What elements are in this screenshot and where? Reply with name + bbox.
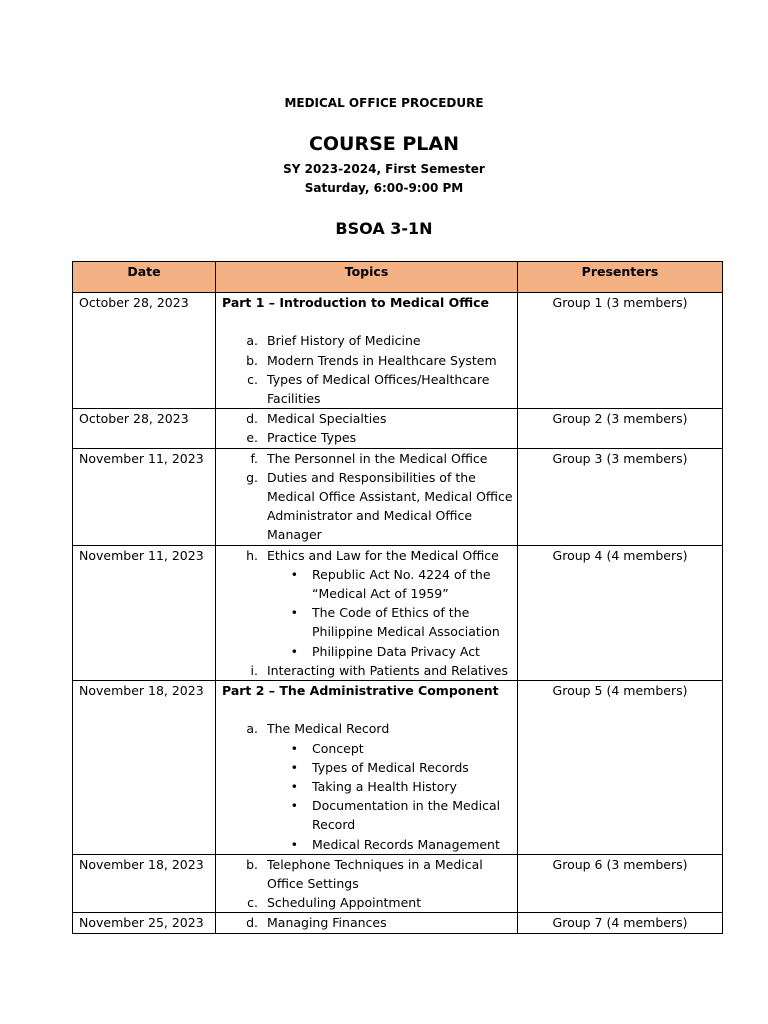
course-plan-table bbox=[72, 261, 723, 934]
topic-text: Brief History of Medicine bbox=[267, 333, 421, 349]
bullet-icon: • bbox=[290, 740, 298, 756]
topic-item bbox=[222, 468, 517, 545]
topics-cell bbox=[216, 448, 518, 545]
section-code: BSOA 3-1N bbox=[335, 219, 433, 238]
subtopic-item bbox=[222, 835, 517, 854]
topic-item bbox=[222, 893, 517, 912]
column-header-topics: Topics bbox=[216, 262, 518, 293]
table-row bbox=[73, 409, 723, 448]
spacer bbox=[222, 700, 517, 719]
bullet-icon: • bbox=[290, 643, 298, 659]
topic-item bbox=[222, 855, 517, 893]
subtopic-item bbox=[222, 777, 517, 796]
subtopic-text: Medical Records Management bbox=[312, 836, 500, 852]
topic-text: The Medical Record bbox=[267, 721, 390, 737]
date-cell: November 11, 2023 bbox=[73, 545, 216, 680]
topic-item bbox=[222, 449, 517, 468]
topics-cell bbox=[216, 854, 518, 913]
subtopic-item bbox=[222, 603, 517, 641]
topic-text: Managing Finances bbox=[267, 915, 387, 931]
topic-marker: d. bbox=[246, 411, 258, 427]
table-body bbox=[73, 293, 723, 934]
table-row bbox=[73, 854, 723, 913]
topic-item bbox=[222, 546, 517, 565]
topic-text: Practice Types bbox=[267, 430, 357, 446]
part-heading: Part 2 – The Administrative Component bbox=[222, 683, 499, 699]
school-year: SY 2023-2024, First Semester bbox=[283, 162, 485, 176]
subtopic-text: Republic Act No. 4224 of the “Medical Act of 1959” bbox=[312, 566, 491, 602]
topics-cell bbox=[216, 409, 518, 448]
topic-marker: a. bbox=[246, 721, 258, 737]
course-name: MEDICAL OFFICE PROCEDURE bbox=[284, 96, 484, 110]
topic-item bbox=[222, 370, 517, 408]
topic-text: Medical Specialties bbox=[267, 411, 387, 427]
subtopic-text: Philippine Data Privacy Act bbox=[312, 643, 480, 659]
table-header-row bbox=[73, 262, 723, 293]
topic-item bbox=[222, 428, 517, 447]
subtopic-text: The Code of Ethics of the Philippine Medical Association bbox=[312, 605, 500, 640]
bullet-icon: • bbox=[290, 798, 298, 814]
date-cell: November 25, 2023 bbox=[73, 913, 216, 933]
topic-item bbox=[222, 351, 517, 370]
topic-item bbox=[222, 409, 517, 428]
subtopic-item bbox=[222, 796, 517, 834]
topics-cell bbox=[216, 545, 518, 680]
subtopic-text: Documentation in the Medical Record bbox=[312, 798, 501, 833]
presenters-cell: Group 6 (3 members) bbox=[518, 854, 723, 913]
subtopic-item bbox=[222, 642, 517, 661]
date-cell: November 18, 2023 bbox=[73, 854, 216, 913]
topic-text: Interacting with Patients and Relatives bbox=[267, 662, 508, 678]
topic-marker: i. bbox=[250, 662, 258, 678]
bullet-icon: • bbox=[290, 759, 298, 775]
topics-cell bbox=[216, 293, 518, 409]
subtopic-item bbox=[222, 565, 517, 603]
spacer bbox=[222, 312, 517, 331]
column-header-presenters: Presenters bbox=[518, 262, 723, 293]
presenters-cell: Group 7 (4 members) bbox=[518, 913, 723, 933]
presenters-cell: Group 5 (4 members) bbox=[518, 681, 723, 855]
topic-marker: e. bbox=[246, 430, 258, 446]
topic-marker: f. bbox=[250, 450, 258, 466]
topic-text: Ethics and Law for the Medical Office bbox=[267, 547, 499, 563]
topics-cell bbox=[216, 913, 518, 933]
date-cell: October 28, 2023 bbox=[73, 293, 216, 409]
bullet-icon: • bbox=[290, 779, 298, 795]
class-schedule: Saturday, 6:00-9:00 PM bbox=[304, 181, 464, 195]
date-cell: November 18, 2023 bbox=[73, 681, 216, 855]
topic-marker: b. bbox=[246, 352, 258, 368]
table-row bbox=[73, 448, 723, 545]
topic-item bbox=[222, 719, 517, 738]
presenters-cell: Group 2 (3 members) bbox=[518, 409, 723, 448]
topic-marker: d. bbox=[246, 915, 258, 931]
topics-cell bbox=[216, 681, 518, 855]
date-cell: November 11, 2023 bbox=[73, 448, 216, 545]
topic-item bbox=[222, 913, 517, 932]
table-row bbox=[73, 293, 723, 409]
date-cell: October 28, 2023 bbox=[73, 409, 216, 448]
topic-marker: b. bbox=[246, 856, 258, 872]
topic-item bbox=[222, 331, 517, 350]
topic-marker: g. bbox=[246, 469, 258, 485]
topic-text: Scheduling Appointment bbox=[267, 895, 422, 911]
topic-text: Types of Medical Offices/Healthcare Facilities bbox=[267, 371, 490, 406]
topic-text: The Personnel in the Medical Office bbox=[267, 450, 488, 466]
part-heading: Part 1 – Introduction to Medical Office bbox=[222, 295, 490, 310]
subtopic-item bbox=[222, 758, 517, 777]
table-row bbox=[73, 913, 723, 933]
topic-marker: a. bbox=[246, 333, 258, 349]
subtopic-text: Taking a Health History bbox=[312, 779, 457, 795]
subtopic-text: Types of Medical Records bbox=[312, 759, 469, 775]
table-row bbox=[73, 681, 723, 855]
page-title: COURSE PLAN bbox=[308, 133, 460, 155]
presenters-cell: Group 3 (3 members) bbox=[518, 448, 723, 545]
topic-text: Modern Trends in Healthcare System bbox=[267, 352, 497, 368]
subtopic-item bbox=[222, 739, 517, 758]
topic-item bbox=[222, 661, 517, 680]
bullet-icon: • bbox=[290, 566, 298, 582]
topic-text: Duties and Responsibilities of the Medical Office Assistant, Medical Office Administrator and Medical Office Manager bbox=[267, 469, 513, 543]
subtopic-text: Concept bbox=[312, 740, 364, 756]
topic-text: Telephone Techniques in a Medical Office Settings bbox=[267, 856, 483, 892]
bullet-icon: • bbox=[290, 836, 298, 852]
table-row bbox=[73, 545, 723, 680]
presenters-cell: Group 1 (3 members) bbox=[518, 293, 723, 409]
presenters-cell: Group 4 (4 members) bbox=[518, 545, 723, 680]
topic-marker: c. bbox=[247, 371, 258, 387]
column-header-date: Date bbox=[73, 262, 216, 293]
topic-marker: c. bbox=[247, 895, 258, 911]
bullet-icon: • bbox=[290, 605, 298, 621]
topic-marker: h. bbox=[246, 547, 258, 563]
